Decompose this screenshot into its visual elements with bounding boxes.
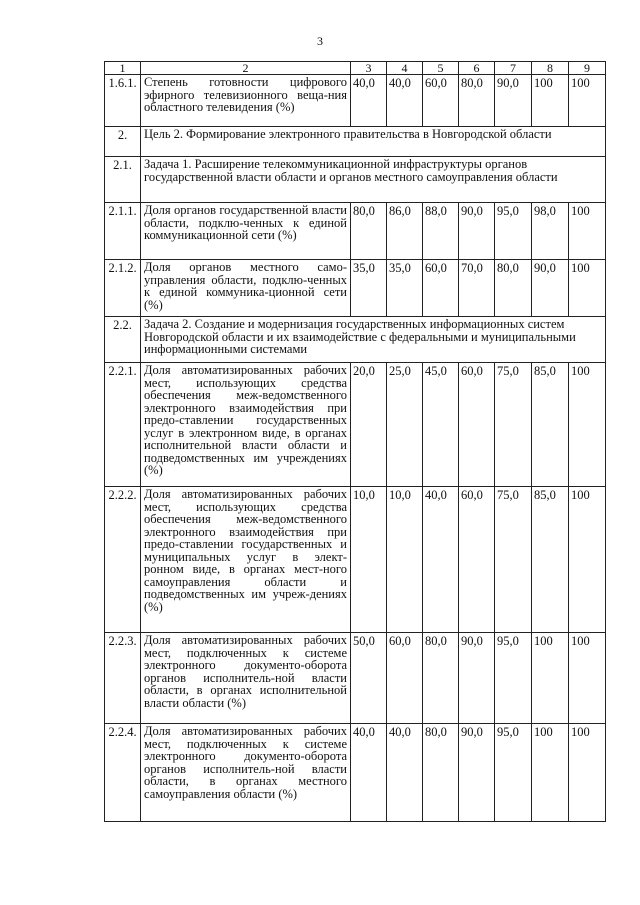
- indicator-value: 100: [569, 75, 606, 127]
- indicator-value: 100: [569, 724, 606, 822]
- section-row: [105, 157, 606, 203]
- indicator-value: 100: [569, 260, 606, 317]
- indicator-value: 60,0: [387, 633, 423, 724]
- indicator-value: 80,0: [459, 75, 495, 127]
- indicator-value: 60,0: [423, 260, 459, 317]
- table-row: [105, 75, 606, 127]
- column-header: 5: [423, 62, 459, 75]
- section-title: Задача 1. Расширение телекоммуникационной инфраструктуры органов государственной власти области и органов местного самоуправления области: [141, 157, 606, 203]
- indicator-value: 40,0: [351, 75, 387, 127]
- column-header: 6: [459, 62, 495, 75]
- indicator-value: 40,0: [423, 487, 459, 633]
- indicator-value: 70,0: [459, 260, 495, 317]
- indicator-value: 10,0: [351, 487, 387, 633]
- column-header: 4: [387, 62, 423, 75]
- indicator-value: 80,0: [423, 724, 459, 822]
- section-row: [105, 127, 606, 157]
- indicator-value: 90,0: [495, 75, 532, 127]
- row-number: 2.2.1.: [105, 363, 141, 487]
- row-number: 1.6.1.: [105, 75, 141, 127]
- indicator-value: 95,0: [495, 633, 532, 724]
- indicator-value: 40,0: [387, 75, 423, 127]
- indicator-value: 35,0: [351, 260, 387, 317]
- indicator-value: 60,0: [459, 363, 495, 487]
- column-header: 7: [495, 62, 532, 75]
- section-title: Задача 2. Создание и модернизация государственных информационных систем Новгородской области и их взаимодействие с федеральными и муниципальными информационными системами: [141, 317, 606, 363]
- indicator-value: 85,0: [532, 487, 569, 633]
- indicator-value: 85,0: [532, 363, 569, 487]
- indicator-value: 100: [569, 363, 606, 487]
- row-number: 2.2.4.: [105, 724, 141, 822]
- indicator-value: 40,0: [351, 724, 387, 822]
- indicator-value: 90,0: [459, 203, 495, 260]
- indicator-name: Доля автоматизированных рабочих мест, подключенных к системе электронного документо-оборота органов исполнитель-ной власти области, в органах исполнительной власти области (%): [141, 633, 351, 724]
- indicator-value: 100: [569, 203, 606, 260]
- row-number: 2.1.2.: [105, 260, 141, 317]
- indicator-value: 25,0: [387, 363, 423, 487]
- indicator-name: Доля автоматизированных рабочих мест, использующих средства обеспечения меж-ведомственного электронного взаимодействия при предо-ставлении государственных услуг в электронном виде, в органах исполнительной власти области и подведомственных им учреждениях (%): [141, 363, 351, 487]
- indicator-name: Доля автоматизированных рабочих мест, подключенных к системе электронного документо-оборота органов исполнитель-ной власти области, в органах местного самоуправления области (%): [141, 724, 351, 822]
- indicator-value: 35,0: [387, 260, 423, 317]
- indicator-value: 90,0: [532, 260, 569, 317]
- indicator-name: Доля органов местного само-управления области, подклю-ченных к единой коммуника-ционной сети (%): [141, 260, 351, 317]
- indicator-value: 100: [532, 724, 569, 822]
- row-number: 2.2.: [105, 317, 141, 363]
- indicator-value: 20,0: [351, 363, 387, 487]
- indicator-value: 88,0: [423, 203, 459, 260]
- table-row: [105, 260, 606, 317]
- page-number: 3: [317, 34, 323, 48]
- table-row: [105, 363, 606, 487]
- indicator-value: 95,0: [495, 724, 532, 822]
- section-title: Цель 2. Формирование электронного правительства в Новгородской области: [141, 127, 606, 157]
- indicator-value: 100: [532, 633, 569, 724]
- section-row: [105, 317, 606, 363]
- indicator-value: 80,0: [423, 633, 459, 724]
- indicator-name: Степень готовности цифрового эфирного телевизионного веща-ния областного телевидения (%): [141, 75, 351, 127]
- indicator-value: 60,0: [423, 75, 459, 127]
- column-header: 1: [105, 62, 141, 75]
- indicators-table: [104, 61, 606, 822]
- table-row: [105, 724, 606, 822]
- indicator-name: Доля органов государственной власти области, подклю-ченных к единой коммуникационной сети (%): [141, 203, 351, 260]
- column-header: 9: [569, 62, 606, 75]
- indicator-value: 80,0: [495, 260, 532, 317]
- table-row: [105, 487, 606, 633]
- indicator-value: 90,0: [459, 633, 495, 724]
- indicator-value: 86,0: [387, 203, 423, 260]
- table-header-row: [105, 62, 606, 75]
- row-number: 2.2.3.: [105, 633, 141, 724]
- column-header: 3: [351, 62, 387, 75]
- indicator-value: 100: [569, 633, 606, 724]
- indicator-value: 90,0: [459, 724, 495, 822]
- indicator-value: 100: [532, 75, 569, 127]
- row-number: 2.1.: [105, 157, 141, 203]
- column-header: 2: [141, 62, 351, 75]
- indicator-value: 60,0: [459, 487, 495, 633]
- indicator-value: 50,0: [351, 633, 387, 724]
- indicator-value: 80,0: [351, 203, 387, 260]
- table-row: [105, 203, 606, 260]
- row-number: 2.1.1.: [105, 203, 141, 260]
- indicator-value: 75,0: [495, 487, 532, 633]
- indicator-value: 95,0: [495, 203, 532, 260]
- table-row: [105, 633, 606, 724]
- indicator-value: 98,0: [532, 203, 569, 260]
- indicator-value: 45,0: [423, 363, 459, 487]
- row-number: 2.: [105, 127, 141, 157]
- row-number: 2.2.2.: [105, 487, 141, 633]
- column-header: 8: [532, 62, 569, 75]
- indicator-value: 75,0: [495, 363, 532, 487]
- indicator-name: Доля автоматизированных рабочих мест, использующих средства обеспечения меж-ведомственного электронного взаимодействия при предо-ставлении государственных и муниципальных услуг в элект-ронном виде, в органах мест-ного самоуправления области и подведомственных им учреж-дениях (%): [141, 487, 351, 633]
- indicator-value: 10,0: [387, 487, 423, 633]
- indicator-value: 40,0: [387, 724, 423, 822]
- indicator-value: 100: [569, 487, 606, 633]
